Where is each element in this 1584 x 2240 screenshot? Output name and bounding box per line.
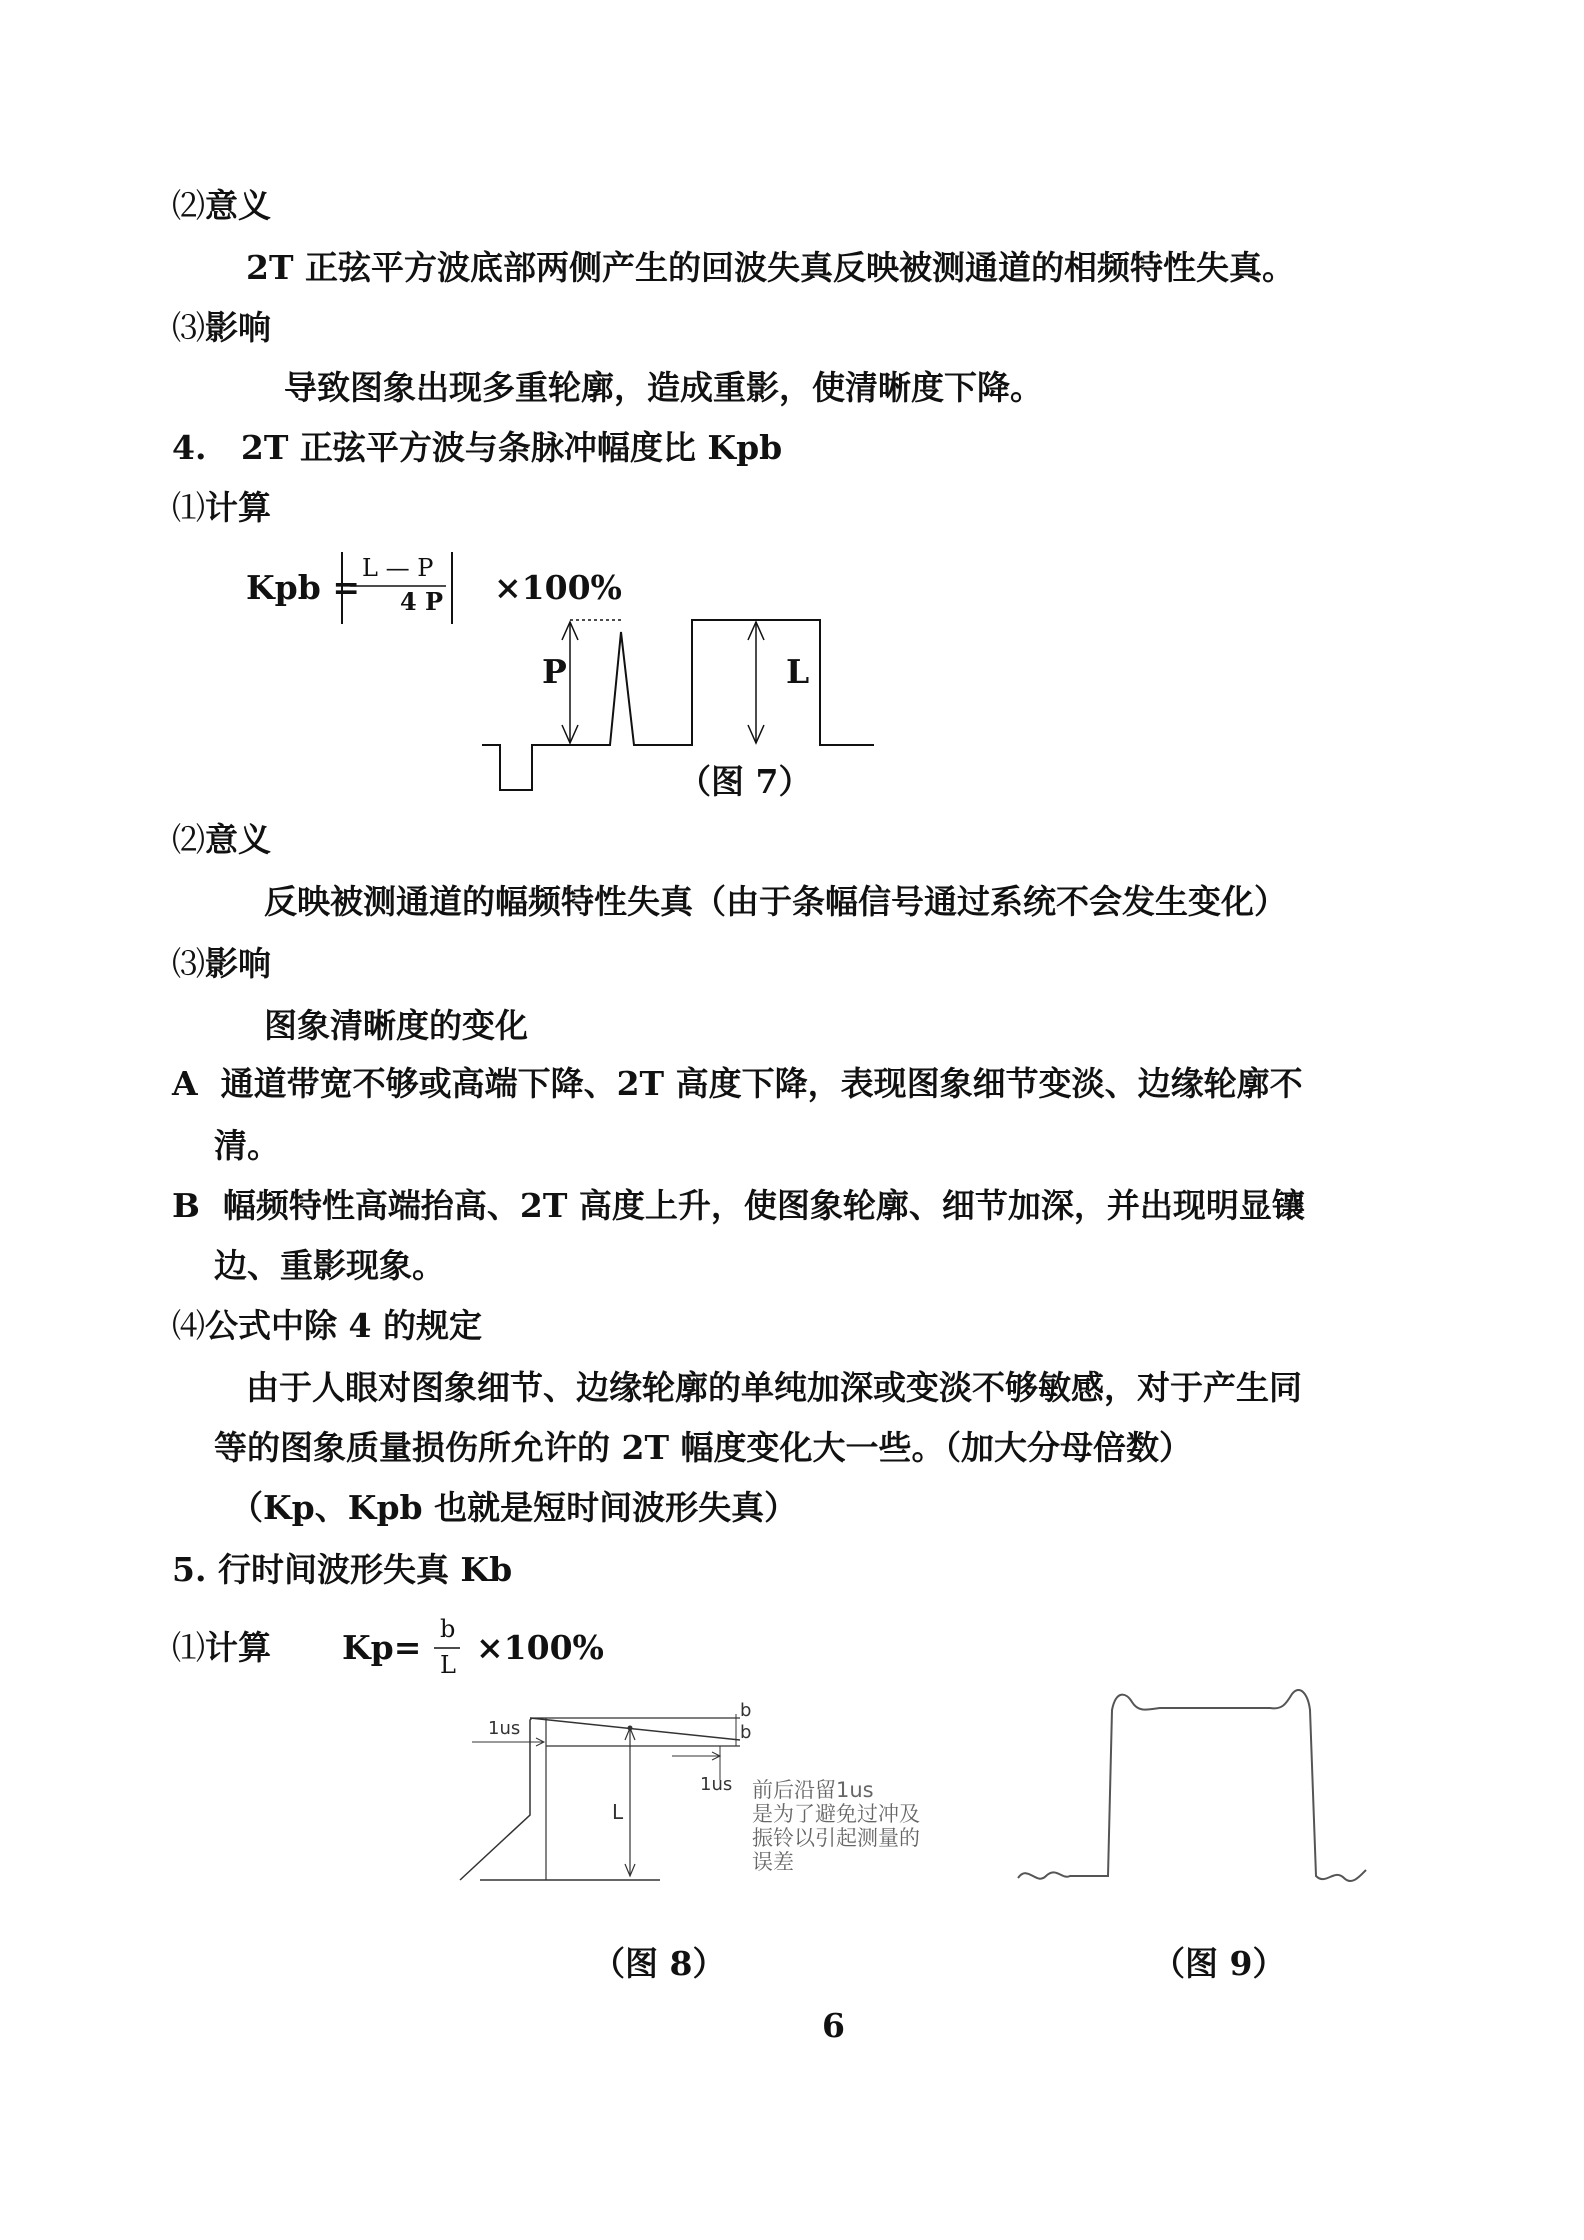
s4-item-b-line1 (172, 1184, 1305, 1228)
s4-sub3-text: 图象清晰度的变化 (264, 1006, 528, 1045)
s4-sub1-marker: ⑴ (172, 488, 205, 527)
s3-sub3-marker: ⑶ (172, 308, 205, 347)
s4-sub1-heading (172, 486, 271, 530)
figure-8-caption: （图 8） (592, 1944, 726, 1983)
s4-sub2-heading (172, 818, 271, 862)
figure-8-label-b-bottom: b (740, 1722, 752, 1743)
s4-sub1-title: 计算 (205, 488, 271, 527)
s4-sub2-marker: ⑵ (172, 820, 205, 859)
s4-sub4-line1: 由于人眼对图象细节、边缘轮廓的单纯加深或变淡不够敏感，对于产生同 (246, 1368, 1302, 1407)
s4-sub2-text: 反映被测通道的幅频特性失真（由于条幅信号通过系统不会发生变化） (264, 882, 1287, 921)
s4-sub3-heading (172, 942, 271, 986)
s4-sub4-marker: ⑷ (172, 1306, 205, 1345)
s4-sub4-line2: 等的图象质量损伤所允许的 2T 幅度变化大一些。（加大分母倍数） (214, 1428, 1192, 1467)
s4-item-a-line2: 清。 (214, 1126, 280, 1165)
figure-8-note-line1: 前后沿留1us (752, 1778, 874, 1802)
s4-sub4-heading (172, 1304, 482, 1348)
figure-8-waveform (450, 1700, 1010, 1900)
s3-sub2-heading (172, 184, 271, 228)
figure-8-label-1us-right: 1us (700, 1774, 733, 1795)
s4-sub2-title: 意义 (205, 820, 271, 859)
s5-sub1-heading (172, 1626, 271, 1670)
s4-item-b-text: 幅频特性高端抬高、2T 高度上升，使图象轮廓、细节加深，并出现明显镶 (222, 1186, 1305, 1225)
kp-formula-lhs: Kp= (342, 1628, 422, 1667)
s4-sub3-title: 影响 (205, 944, 271, 983)
page-number: 6 (822, 2006, 845, 2045)
figure-7-label-l: L (786, 652, 810, 691)
figure-8-label-l: L (612, 1800, 624, 1824)
figure-8-note (752, 1778, 920, 1874)
s4-sub4-title: 公式中除 4 的规定 (205, 1306, 482, 1345)
kpb-formula-denominator: 4 P (400, 587, 444, 616)
kp-formula-multiplier: ×100% (476, 1628, 604, 1667)
s4-item-a-line1 (172, 1062, 1303, 1106)
figure-9-waveform (1010, 1680, 1370, 1900)
kp-formula (342, 1606, 622, 1686)
kp-formula-numerator: b (440, 1615, 456, 1643)
s5-sub1-title: 计算 (205, 1628, 271, 1667)
kp-formula-denominator: L (440, 1651, 456, 1679)
figure-8-note-line3: 振铃以引起测量的 (752, 1826, 920, 1850)
s3-sub3-text: 导致图象出现多重轮廓，造成重影，使清晰度下降。 (284, 368, 1043, 407)
figure-7-label-p: P (542, 652, 567, 691)
kpb-formula-lhs: Kpb = (246, 568, 360, 607)
s3-sub2-text: 2T 正弦平方波底部两侧产生的回波失真反映被测通道的相频特性失真。 (246, 248, 1296, 287)
kpb-formula-multiplier: ×100% (494, 568, 622, 607)
s4-item-a-label: A (172, 1064, 198, 1103)
figure-7-caption: （图 7） (678, 762, 812, 801)
figure-8-label-1us-left: 1us (488, 1718, 521, 1739)
figure-8-label-b-top: b (740, 1700, 752, 1721)
s4-sub3-marker: ⑶ (172, 944, 205, 983)
figure-8-note-line4: 误差 (752, 1850, 794, 1874)
s3-sub3-heading (172, 306, 271, 350)
s3-sub2-title: 意义 (205, 186, 271, 225)
figure-9-caption: （图 9） (1152, 1944, 1286, 1983)
s4-item-b-line2: 边、重影现象。 (214, 1246, 445, 1285)
figure-9 (1010, 1680, 1370, 1900)
s4-item-b-label: B (172, 1186, 200, 1225)
s4-sub4-line3: （Kp、Kpb 也就是短时间波形失真） (230, 1488, 798, 1527)
s5-sub1-marker: ⑴ (172, 1628, 205, 1667)
s4-heading: 4. 2T 正弦平方波与条脉冲幅度比 Kpb (172, 428, 783, 467)
s4-item-a-text: 通道带宽不够或高端下降、2T 高度下降，表现图象细节变淡、边缘轮廓不 (220, 1064, 1303, 1103)
figure-8-note-line2: 是为了避免过冲及 (752, 1802, 920, 1826)
s5-heading: 5. 行时间波形失真 Kb (172, 1550, 513, 1589)
s3-sub3-title: 影响 (205, 308, 271, 347)
s3-sub2-marker: ⑵ (172, 186, 205, 225)
kpb-formula-numerator: L — P (362, 554, 434, 582)
figure-8 (450, 1700, 1010, 1900)
